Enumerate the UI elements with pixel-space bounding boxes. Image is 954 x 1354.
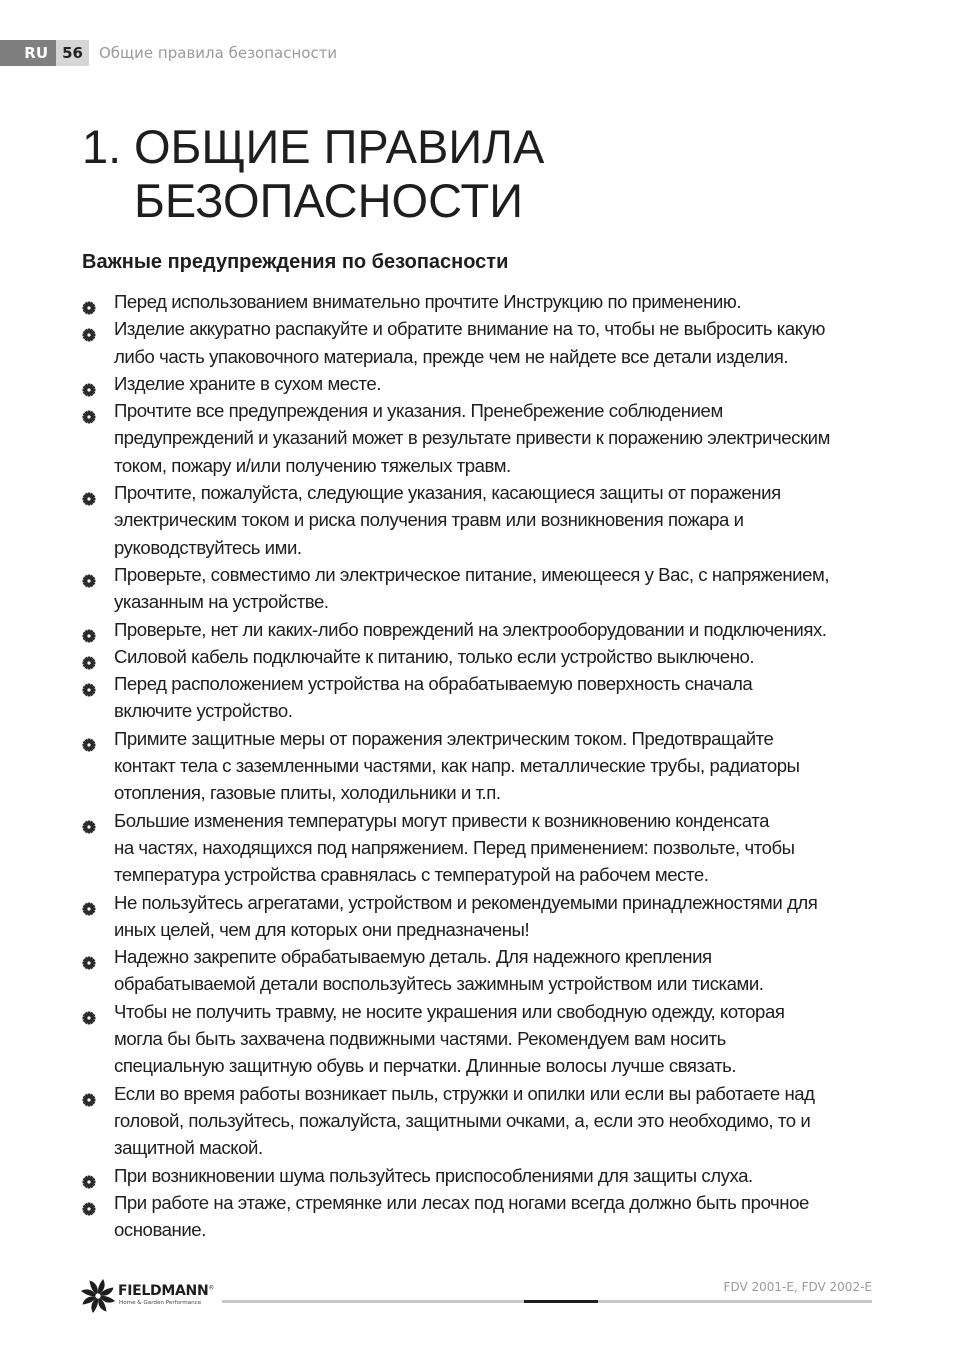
gear-bullet-icon [82, 1169, 96, 1183]
list-item [82, 1189, 882, 1244]
list-item-line: Чтобы не получить травму, не носите украшения или свободную одежду, которая [114, 1000, 785, 1022]
list-item-line: защитной маской. [114, 1137, 263, 1159]
list-item-line: указанным на устройстве. [114, 591, 329, 613]
list-item-line: Примите защитные меры от поражения электрическим током. Предотвращайте [114, 727, 774, 749]
list-item-line: контакт тела с заземленными частями, как напр. металлические трубы, радиаторы [114, 755, 800, 777]
registered-mark: ® [208, 1284, 215, 1292]
list-item-line: электрическим током и риска получения травм или возникновения пожара и [114, 509, 744, 531]
list-item-line: температура устройства сравнялась с температурой на рабочем месте. [114, 864, 709, 886]
gear-bullet-icon [82, 1087, 96, 1101]
list-item [82, 670, 882, 725]
list-item-line: Большие изменения температуры могут привести к возникновению конденсата [114, 809, 770, 831]
footer-rule [222, 1300, 872, 1303]
gear-bullet-icon [82, 677, 96, 691]
list-item-line: иных целей, чем для которых они предназначены! [114, 918, 530, 940]
gear-bullet-icon [82, 814, 96, 828]
gear-bullet-icon [82, 322, 96, 336]
gear-bullet-icon [82, 377, 96, 391]
list-item [82, 616, 882, 643]
gear-bullet-icon [82, 732, 96, 746]
list-item-line: предупреждений и указаний может в результате привести к поражению электрическим [114, 427, 830, 449]
list-item-line: включите устройство. [114, 700, 293, 722]
list-item-line: Не пользуйтесь агрегатами, устройством и рекомендуемыми принадлежностями для [114, 891, 818, 913]
list-item-line: Прочтите, пожалуйста, следующие указания, касающиеся защиты от поражения [114, 482, 781, 504]
safety-warnings-list [82, 288, 882, 1243]
list-item-line: током, пожару и/или получению тяжелых травм. [114, 454, 511, 476]
language-badge: RU [0, 40, 56, 66]
list-item-line: Изделие аккуратно распакуйте и обратите внимание на то, чтобы не выбросить какую [114, 318, 825, 340]
list-item-line: специальную защитную обувь и перчатки. Длинные волосы лучше связать. [114, 1055, 737, 1077]
list-item [82, 370, 882, 397]
list-item-line: основание. [114, 1219, 206, 1241]
brand-name: FIELDMANN® [118, 1283, 215, 1299]
list-item-line: головой, пользуйтесь, пожалуйста, защитными очками, а, если это необходимо, то и [114, 1109, 811, 1131]
list-item [82, 643, 882, 670]
list-item [82, 315, 882, 370]
list-item-line: Изделие храните в сухом месте. [114, 372, 381, 394]
list-item-line: Перед расположением устройства на обрабатываемую поверхность сначала [114, 673, 753, 695]
fieldmann-swirl-icon [80, 1278, 116, 1314]
list-item [82, 807, 882, 889]
list-item [82, 561, 882, 616]
list-item-line: Перед использованием внимательно прочтите Инструкцию по применению. [114, 291, 742, 312]
list-item-line: Прочтите все предупреждения и указания. Пренебрежение соблюдением [114, 400, 723, 422]
gear-bullet-icon [82, 295, 96, 309]
list-item-line: могла бы быть захвачена подвижными частями. Рекомендуем вам носить [114, 1028, 726, 1050]
gear-bullet-icon [82, 404, 96, 418]
chapter-title-text-1: ОБЩИЕ ПРАВИЛА [134, 120, 545, 173]
list-item [82, 998, 882, 1080]
list-item-line: Проверьте, совместимо ли электрическое питание, имеющееся у Вас, с напряжением, [114, 563, 830, 585]
gear-bullet-icon [82, 896, 96, 910]
list-item [82, 288, 882, 315]
running-header-title: Общие правила безопасности [99, 44, 338, 62]
list-item-line: либо часть упаковочного материала, прежде чем не найдете все детали изделия. [114, 345, 789, 367]
list-item-line: При возникновении шума пользуйтесь приспособлениями для защиты слуха. [114, 1164, 753, 1186]
list-item [82, 1162, 882, 1189]
gear-bullet-icon [82, 486, 96, 500]
list-item [82, 1080, 882, 1162]
chapter-title-line-2: БЕЗОПАСНОСТИ [134, 174, 523, 227]
gear-bullet-icon [82, 950, 96, 964]
list-item-line: Если во время работы возникает пыль, стружки и опилки или если вы работаете над [114, 1082, 815, 1104]
list-item-line: Силовой кабель подключайте к питанию, только если устройство выключено. [114, 645, 755, 667]
model-number: FDV 2001-E, FDV 2002-E [723, 1280, 872, 1294]
list-item-line: Надежно закрепите обрабатываемую деталь. Для надежного крепления [114, 946, 712, 968]
list-item [82, 943, 882, 998]
list-item [82, 397, 882, 479]
list-item-line: на частях, находящихся под напряжением. Перед применением: позвольте, чтобы [114, 836, 795, 858]
brand-tagline: Home & Garden Performance [119, 1300, 202, 1306]
list-item [82, 725, 882, 807]
gear-bullet-icon [82, 650, 96, 664]
gear-bullet-icon [82, 568, 96, 582]
page-number: 56 [56, 40, 89, 66]
list-item-line: Проверьте, нет ли каких-либо повреждений на электрооборудовании и подключениях. [114, 618, 827, 640]
list-item [82, 889, 882, 944]
list-item-line: обрабатываемой детали воспользуйтесь зажимным устройством или тисками. [114, 973, 764, 995]
fieldmann-logo [80, 1278, 226, 1314]
list-item-line: отопления, газовые плиты, холодильники и т.п. [114, 782, 501, 804]
list-item-line: руководствуйтесь ими. [114, 536, 302, 558]
gear-bullet-icon [82, 1005, 96, 1019]
gear-bullet-icon [82, 623, 96, 637]
section-subheading: Важные предупреждения по безопасности [82, 251, 509, 273]
chapter-number: 1. [82, 120, 122, 173]
list-item-line: При работе на этаже, стремянке или лесах под ногами всегда должно быть прочное [114, 1191, 809, 1213]
chapter-title [82, 120, 882, 228]
chapter-title-line-1 [82, 120, 544, 173]
gear-bullet-icon [82, 1196, 96, 1210]
page-header [0, 40, 337, 66]
footer-rule-accent [524, 1300, 598, 1303]
list-item [82, 479, 882, 561]
